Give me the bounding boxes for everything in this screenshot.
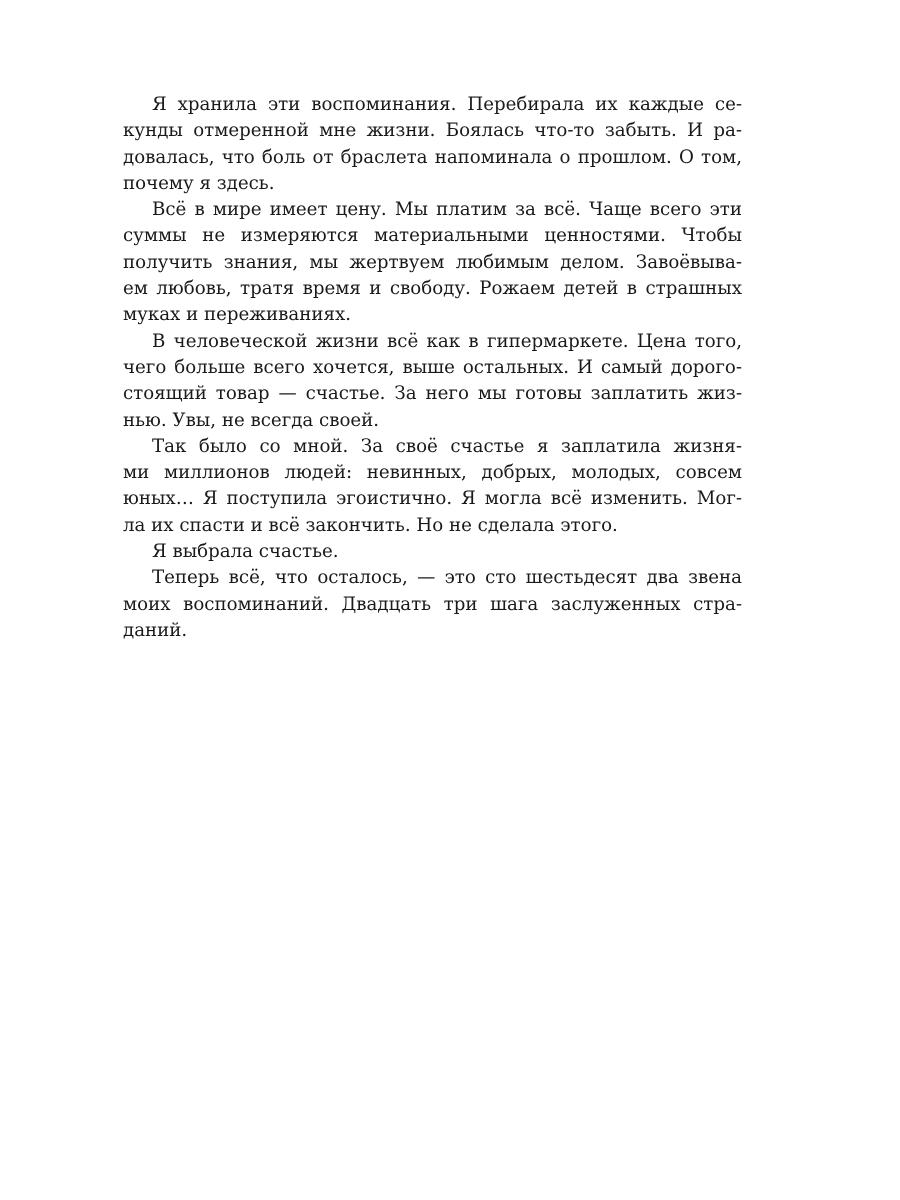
text-line: получить знания, мы жертвуем любимым делом. Завоёвыва- <box>123 251 742 273</box>
text-line: Так было со мной. За своё счастье я заплатила жизня- <box>152 435 742 457</box>
body-text <box>123 92 742 644</box>
paragraph <box>123 565 742 644</box>
text-line: Всё в мире имеет цену. Мы платим за всё. Чаще всего эти <box>152 199 742 221</box>
text-line: даний. <box>123 619 188 641</box>
text-line: чего больше всего хочется, выше остальных. И самый дорого- <box>123 356 742 378</box>
text-line: кунды отмеренной мне жизни. Боялась что-то забыть. И ра- <box>123 120 742 142</box>
text-line: почему я здесь. <box>123 172 275 194</box>
paragraph <box>123 197 742 328</box>
text-line: довалась, что боль от браслета напоминала о прошлом. О том, <box>123 146 742 168</box>
text-line: муках и переживаниях. <box>123 304 351 326</box>
text-line: ем любовь, тратя время и свободу. Рожаем детей в страшных <box>123 278 742 300</box>
text-line: Я выбрала счастье. <box>152 541 339 563</box>
text-line: нью. Увы, не всегда своей. <box>123 409 380 431</box>
text-line: Теперь всё, что осталось, — это сто шестьдесят два звена <box>152 567 742 589</box>
paragraph <box>123 329 742 434</box>
text-line: стоящий товар — счастье. За него мы готовы заплатить жиз- <box>123 383 742 405</box>
text-line: моих воспоминаний. Двадцать три шага заслуженных стра- <box>123 593 742 615</box>
text-line: Я хранила эти воспоминания. Перебирала их каждые се- <box>152 94 742 115</box>
text-line: В человеческой жизни всё как в гипермаркете. Цена того, <box>152 330 742 352</box>
paragraph <box>123 434 742 539</box>
text-line: юных… Я поступила эгоистично. Я могла всё изменить. Мог- <box>123 488 742 510</box>
text-line: суммы не измеряются материальными ценностями. Чтобы <box>123 225 742 247</box>
text-line: ла их спасти и всё закончить. Но не сделала этого. <box>123 514 618 536</box>
text-line: ми миллионов людей: невинных, добрых, молодых, совсем <box>123 462 742 484</box>
paragraph <box>123 539 742 565</box>
paragraph <box>123 92 742 197</box>
